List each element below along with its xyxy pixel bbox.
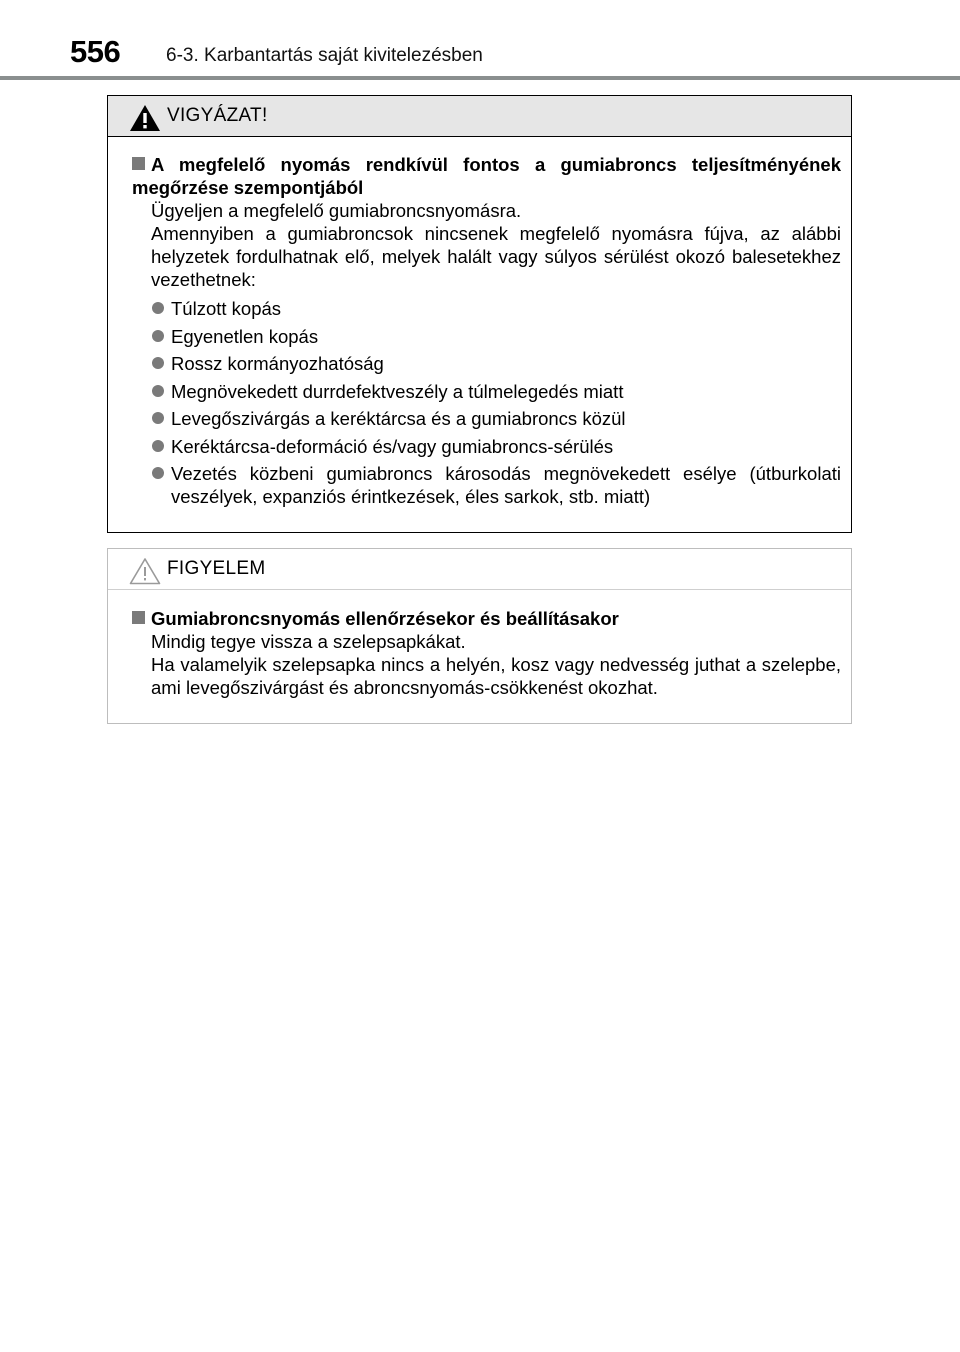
list-item: [151, 435, 841, 458]
warning-paragraph-2: Amennyiben a gumiabroncsok nincsenek megfelelő nyomásra fújva, az alábbi helyzetek fordulhatnak elő, melyek halált vagy súlyos sérülést okozó balesetekhez vezethetnek:: [151, 223, 841, 290]
list-item-text: Rossz kormányozhatóság: [171, 353, 384, 374]
circle-bullet-icon: [152, 330, 164, 342]
notice-paragraph-2: Ha valamelyik szelepsapka nincs a helyén, kosz vagy nedvesség juthat a szelepbe, ami levegőszivárgást és abroncsnyomás-csökkenést okozhat.: [151, 654, 841, 698]
list-item: [151, 352, 841, 375]
warning-heading: [132, 153, 841, 199]
warning-box: [107, 95, 852, 533]
page-header: [0, 0, 960, 80]
notice-box: [107, 548, 852, 724]
list-item-text: Keréktárcsa-deformáció és/vagy gumiabroncs-sérülés: [171, 435, 614, 457]
notice-box-body: [108, 590, 851, 699]
notice-paragraph-1: Mindig tegye vissza a szelepsapkákat.: [151, 631, 466, 652]
warning-bullet-list: [151, 297, 841, 508]
square-bullet-icon: [132, 157, 145, 170]
circle-bullet-icon: [152, 302, 164, 314]
warning-box-header: [108, 96, 851, 137]
warning-triangle-outline-icon: [129, 557, 161, 585]
page-number: 556: [70, 34, 121, 69]
notice-box-title: FIGYELEM: [167, 558, 266, 579]
notice-box-header: [108, 549, 851, 590]
list-item-text: Túlzott kopás: [171, 298, 282, 319]
section-title: 6-3. Karbantartás saját kivitelezésben: [166, 45, 483, 66]
list-item: [151, 297, 841, 320]
circle-bullet-icon: [152, 385, 164, 397]
list-item: [151, 407, 841, 430]
circle-bullet-icon: [152, 412, 164, 424]
warning-box-body: [108, 137, 851, 508]
list-item-text: Egyenetlen kopás: [171, 325, 319, 347]
notice-heading: [132, 607, 841, 630]
warning-box-title: VIGYÁZAT!: [167, 105, 268, 126]
circle-bullet-icon: [152, 357, 164, 369]
list-item-text: Megnövekedett durrdefektveszély a túlmelegedés miatt: [171, 380, 624, 402]
notice-heading-text: Gumiabroncsnyomás ellenőrzésekor és beállításakor: [151, 608, 619, 629]
warning-triangle-icon: [129, 104, 161, 132]
circle-bullet-icon: [152, 467, 164, 479]
circle-bullet-icon: [152, 440, 164, 452]
square-bullet-icon: [132, 611, 145, 624]
warning-heading-text: A megfelelő nyomás rendkívül fontos a gumiabroncs teljesítményének megőrzése szempontjából: [132, 154, 841, 198]
list-item-text: Levegőszivárgás a keréktárcsa és a gumiabroncs közül: [171, 408, 626, 429]
list-item: [151, 325, 841, 348]
list-item-text: Vezetés közbeni gumiabroncs károsodás megnövekedett esélye (útburkolati veszélyek, expanziós érintkezések, éles sarkok, stb. miatt): [171, 463, 841, 507]
list-item: [151, 380, 841, 403]
list-item: [151, 462, 841, 508]
header-divider: [0, 76, 960, 80]
warning-paragraph-1: Ügyeljen a megfelelő gumiabroncsnyomásra.: [151, 200, 522, 221]
